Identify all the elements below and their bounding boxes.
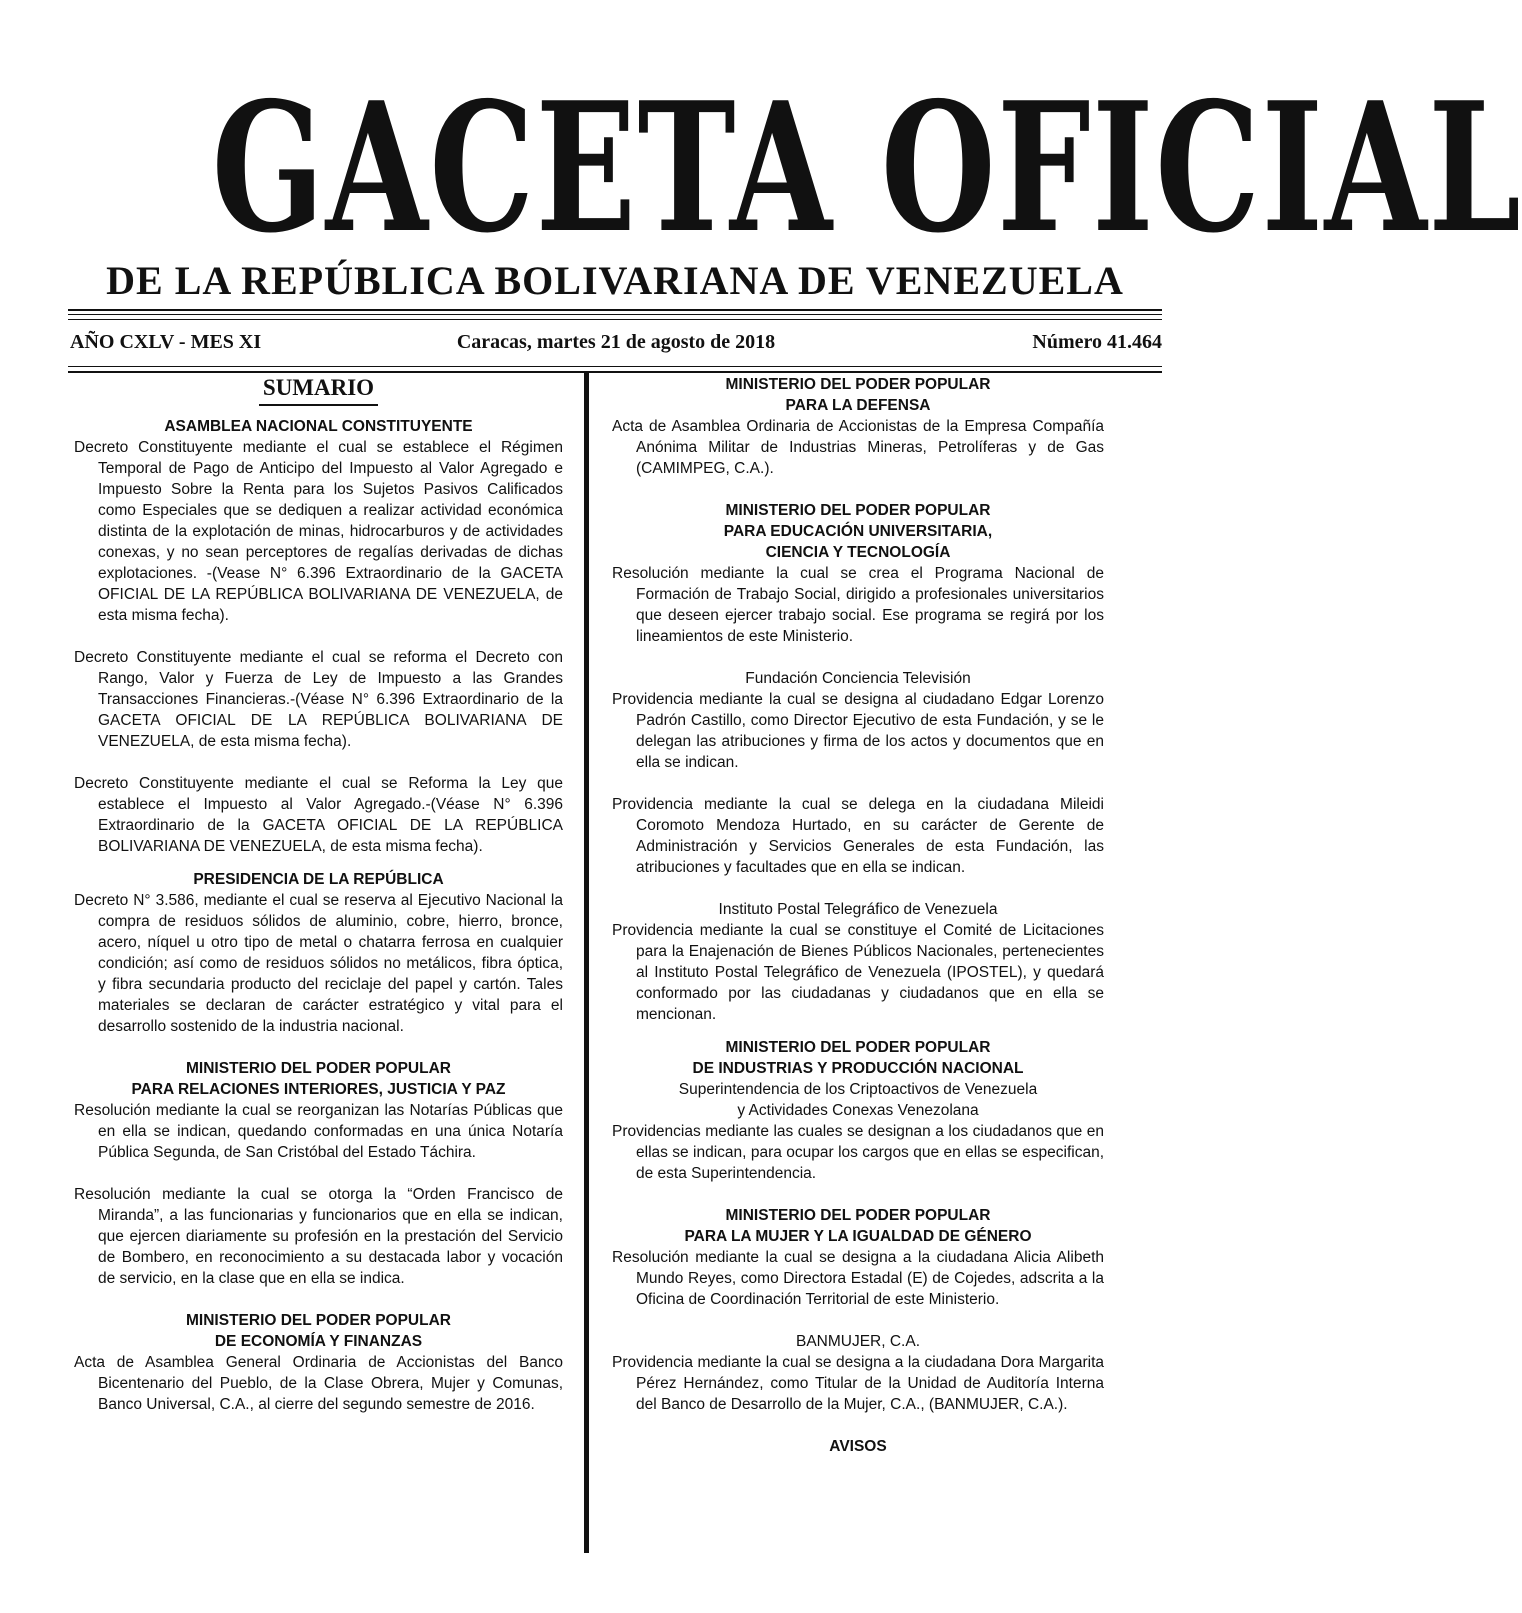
section-heading: PARA LA DEFENSA [785, 397, 931, 414]
section-heading: PARA RELACIONES INTERIORES, JUSTICIA Y PAZ [131, 1081, 506, 1098]
institution-subheading: Fundación Conciencia Televisión [745, 670, 971, 687]
summary-entry: Resolución mediante la cual se designa a la ciudadana Alicia Alibeth Mundo Reyes, como Directora Estadal (E) de Cojedes, adscrita a la Oficina de Coordinación Territorial de este Ministerio. [612, 1249, 1104, 1308]
section-heading: MINISTERIO DEL PODER POPULAR [725, 1039, 991, 1056]
section-heading-avisos: AVISOS [829, 1438, 887, 1455]
summary-entry: Acta de Asamblea General Ordinaria de Accionistas del Banco Bicentenario del Pueblo, de la Clase Obrera, Mujer y Comunas, Banco Universal, C.A., al cierre del segundo semestre de 2016. [74, 1354, 563, 1413]
institution-subheading: Superintendencia de los Criptoactivos de Venezuela [678, 1081, 1038, 1098]
summary-entry: Providencia mediante la cual se delega en la ciudadana Mileidi Coromoto Mendoza Hurtado, en su carácter de Gerente de Administración y Servicios Generales de esta Fundación, las atribuciones y facultades que en ella se indican. [612, 796, 1104, 876]
issue-year-month: AÑO CXLV - MES XI [70, 331, 262, 353]
dateline-rule [68, 366, 1162, 367]
dateline [70, 325, 1162, 359]
section-heading: MINISTERIO DEL PODER POPULAR [186, 1060, 451, 1077]
institution-subheading: Instituto Postal Telegráfico de Venezuela [718, 901, 998, 918]
header-rule [68, 314, 1162, 315]
issue-date: Caracas, martes 21 de agosto de 2018 [456, 331, 776, 353]
dateline-rule [68, 371, 1162, 373]
summary-entry: Decreto N° 3.586, mediante el cual se reserva al Ejecutivo Nacional la compra de residuos sólidos de aluminio, cobre, hierro, bronce, acero, níquel u otro tipo de metal o chatarra ferrosa en cualquier condición; así como de residuos sólidos no metálicos, fibra óptica, y fibra secundaria producto del reciclaje del papel y cartón. Tales materiales se declaran de carácter estratégico y vital para el desarrollo sostenido de la industria nacional. [74, 892, 563, 1035]
summary-entry: Resolución mediante la cual se reorganizan las Notarías Públicas que en ella se indican, quedando conformadas en una única Notaría Pública Segunda, de San Cristóbal del Estado Táchira. [74, 1102, 563, 1161]
summary-entry: Providencia mediante la cual se constituye el Comité de Licitaciones para la Enajenación de Bienes Públicos Nacionales, pertenecientes al Instituto Postal Telegráfico de Venezuela (IPOSTEL), y quedará conformado por las ciudadanas y ciudadanos que en ella se mencionan. [612, 922, 1104, 1023]
section-heading: PARA EDUCACIÓN UNIVERSITARIA, [723, 523, 993, 540]
summary-entry: Providencia mediante la cual se designa al ciudadano Edgar Lorenzo Padrón Castillo, como Director Ejecutivo de esta Fundación, y se le delegan las atribuciones y firma de los actos y documentos que en ella se indican. [612, 691, 1104, 771]
summary-right-column [612, 374, 1104, 1457]
header-rule [68, 309, 1162, 311]
section-heading: MINISTERIO DEL PODER POPULAR [186, 1312, 451, 1329]
column-divider [584, 373, 589, 1553]
header-rule [68, 319, 1162, 320]
section-heading: DE INDUSTRIAS Y PRODUCCIÓN NACIONAL [692, 1060, 1024, 1077]
summary-entry: Decreto Constituyente mediante el cual se reforma el Decreto con Rango, Valor y Fuerza de Ley de Impuesto a las Grandes Transacciones Financieras.-(Véase N° 6.396 Extraordinario de la GACETA OFICIAL DE LA REPÚBLICA BOLIVARIANA DE VENEZUELA, de esta misma fecha). [74, 649, 563, 750]
section-heading: DE ECONOMÍA Y FINANZAS [214, 1333, 423, 1350]
summary-entry: Resolución mediante la cual se crea el Programa Nacional de Formación de Trabajo Social, dirigido a profesionales universitarios que deseen ejercer trabajo social. Ese programa se regirá por los lineamientos de este Ministerio. [612, 565, 1104, 645]
summary-title: SUMARIO [74, 374, 563, 406]
summary-entry: Acta de Asamblea Ordinaria de Accionistas de la Empresa Compañía Anónima Militar de Industrias Mineras, Petrolíferas y de Gas (CAMIMPEG, C.A.). [612, 418, 1104, 477]
section-heading: MINISTERIO DEL PODER POPULAR [725, 1207, 991, 1224]
institution-subheading: BANMUJER, C.A. [795, 1333, 920, 1350]
issue-number: Número 41.464 [1032, 331, 1162, 353]
section-heading: CIENCIA Y TECNOLOGÍA [765, 544, 951, 561]
masthead-subtitle: DE LA REPÚBLICA BOLIVARIANA DE VENEZUELA [106, 258, 1124, 303]
section-heading: MINISTERIO DEL PODER POPULAR [725, 376, 991, 393]
summary-left-column [74, 374, 563, 1436]
masthead-title: GACETA OFICIAL [211, 63, 1522, 272]
summary-entry: Decreto Constituyente mediante el cual se establece el Régimen Temporal de Pago de Anticipo del Impuesto al Valor Agregado e Impuesto Sobre la Renta para los Sujetos Pasivos Calificados como Especiales que se dediquen a realizar actividad económica distinta de la explotación de minas, hidrocarburos y de actividades conexas, y no sean perceptores de regalías derivadas de dichas explotaciones. -(Vease N° 6.396 Extraordinario de la GACETA OFICIAL DE LA REPÚBLICA BOLIVARIANA DE VENEZUELA, de esta misma fecha). [74, 439, 563, 624]
summary-entry: Providencia mediante la cual se designa a la ciudadana Dora Margarita Pérez Hernández, como Titular de la Unidad de Auditoría Interna del Banco de Desarrollo de la Mujer, C.A., (BANMUJER, C.A.). [612, 1354, 1104, 1413]
section-heading: PARA LA MUJER Y LA IGUALDAD DE GÉNERO [684, 1228, 1032, 1245]
section-heading: ASAMBLEA NACIONAL CONSTITUYENTE [164, 418, 473, 435]
summary-entry: Decreto Constituyente mediante el cual se Reforma la Ley que establece el Impuesto al Valor Agregado.-(Véase N° 6.396 Extraordinario de la GACETA OFICIAL DE LA REPÚBLICA BOLIVARIANA DE VENEZUELA, de esta misma fecha). [74, 775, 563, 855]
summary-entry: Providencias mediante las cuales se designan a los ciudadanos que en ellas se indican, para ocupar los cargos que en ellas se especifican, de esta Superintendencia. [612, 1123, 1104, 1182]
section-heading: MINISTERIO DEL PODER POPULAR [725, 502, 991, 519]
institution-subheading: y Actividades Conexas Venezolana [737, 1102, 979, 1119]
summary-entry: Resolución mediante la cual se otorga la “Orden Francisco de Miranda”, a las funcionarias y funcionarios que en ella se indican, que ejercen diariamente su profesión en la prestación del Servicio de Bombero, en reconocimiento a su destacada labor y vocación de servicio, en la clase que en ella se indica. [74, 1186, 563, 1287]
section-heading: PRESIDENCIA DE LA REPÚBLICA [193, 871, 444, 888]
